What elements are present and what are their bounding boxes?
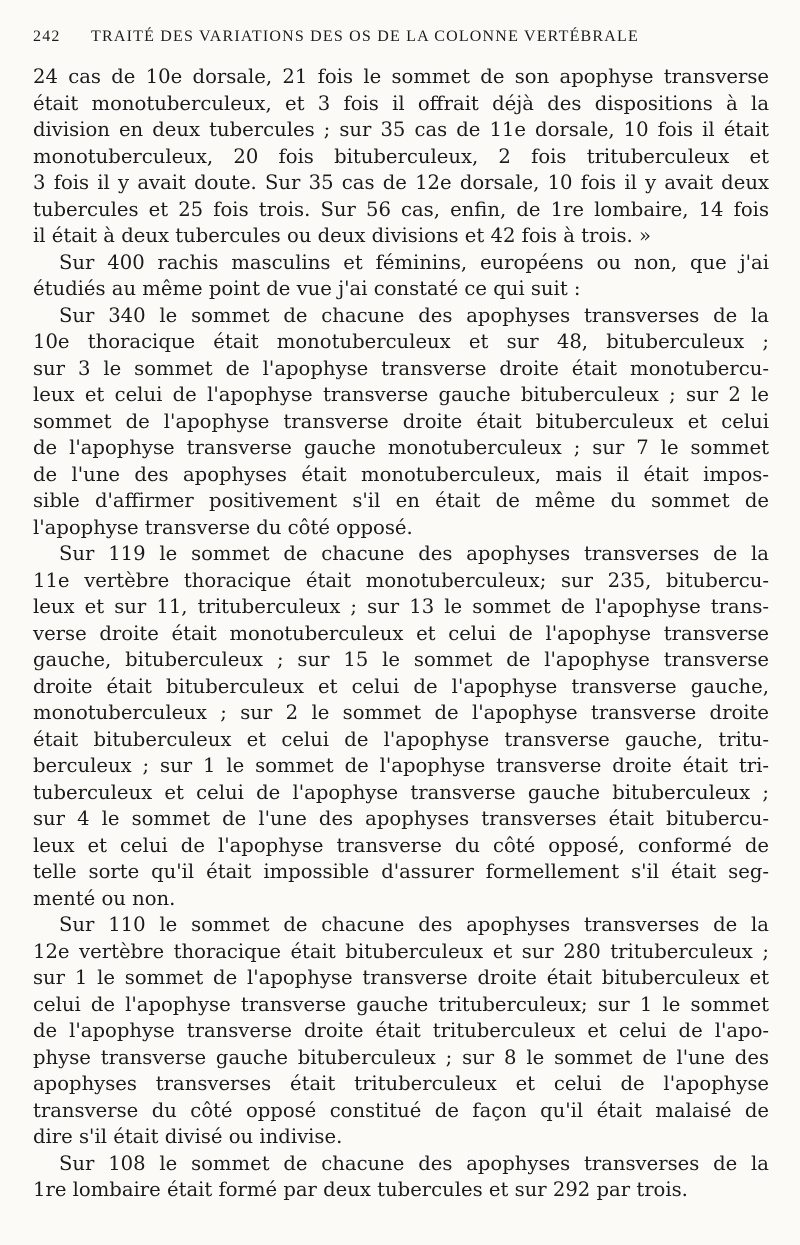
text-line: monotuberculeux ; sur 2 le sommet de l'apophyse transverse droite <box>33 701 769 724</box>
text-line: étudiés au même point de vue j'ai constaté ce qui suit : <box>33 277 581 300</box>
paragraph-6 <box>33 1151 769 1204</box>
text-line: droite était bituberculeux et celui de l'apophyse transverse gauche, <box>33 674 769 698</box>
text-line: telle sorte qu'il était impossible d'assurer formellement s'il était seg- <box>33 860 769 883</box>
text-line: 11e vertèbre thoracique était monotuberculeux; sur 235, bitubercu- <box>33 568 769 592</box>
text-line: verse droite était monotuberculeux et celui de l'apophyse transverse <box>33 621 769 645</box>
text-line: sur 3 le sommet de l'apophyse transverse droite était monotubercu- <box>33 356 769 380</box>
text-line: physe transverse gauche bituberculeux ; sur 8 le sommet de l'une des <box>33 1045 769 1069</box>
text-line: était bituberculeux et celui de l'apophyse transverse gauche, tritu- <box>33 727 769 751</box>
text-line: menté ou non. <box>33 886 176 910</box>
text-line: 10e thoracique était monotuberculeux et sur 48, bituberculeux ; <box>33 330 769 353</box>
text-line: 3 fois il y avait doute. Sur 35 cas de 12e dorsale, 10 fois il y avait deux <box>33 171 769 194</box>
text-line: 24 cas de 10e dorsale, 21 fois le sommet de son apophyse transverse <box>33 65 769 88</box>
running-title: TRAITÉ DES VARIATIONS DES OS DE LA COLONNE VERTÉBRALE <box>91 28 639 45</box>
text-line: sommet de l'apophyse transverse droite était bituberculeux et celui <box>33 409 769 433</box>
text-line: dire s'il était divisé ou indivise. <box>33 1125 343 1148</box>
text-line: de l'apophyse transverse droite était trituberculeux et celui de l'apo- <box>33 1019 769 1042</box>
page-number: 242 <box>33 28 61 45</box>
text-line: Sur 110 le sommet de chacune des apophyses transverses de la <box>59 913 769 936</box>
paragraph-2 <box>33 250 769 303</box>
text-line: division en deux tubercules ; sur 35 cas de 11e dorsale, 10 fois il était <box>33 118 769 141</box>
text-line: il était à deux tubercules ou deux divisions et 42 fois à trois. » <box>33 224 651 247</box>
text-line: tubercules et 25 fois trois. Sur 56 cas, enfin, de 1re lombaire, 14 fois <box>33 197 769 221</box>
text-line: 1re lombaire était formé par deux tubercules et sur 292 par trois. <box>33 1178 688 1201</box>
body-text <box>33 64 769 1204</box>
text-line: Sur 340 le sommet de chacune des apophyses transverses de la <box>59 303 769 327</box>
text-line: sur 1 le sommet de l'apophyse transverse droite était bituberculeux et <box>33 966 769 989</box>
text-line: transverse du côté opposé constitué de façon qu'il était malaisé de <box>33 1098 769 1122</box>
paragraph-1 <box>33 64 769 250</box>
text-line: était monotuberculeux, et 3 fois il offrait déjà des dispositions à la <box>33 91 769 115</box>
text-line: de l'une des apophyses était monotuberculeux, mais il était impos- <box>33 462 769 486</box>
text-line: celui de l'apophyse transverse gauche trituberculeux; sur 1 le sommet <box>33 992 769 1016</box>
paragraph-3 <box>33 303 769 542</box>
text-line: berculeux ; sur 1 le sommet de l'apophyse transverse droite était tri- <box>33 754 769 777</box>
text-line: leux et sur 11, trituberculeux ; sur 13 le sommet de l'apophyse trans- <box>33 595 769 618</box>
text-line: tuberculeux et celui de l'apophyse transverse gauche bituberculeux ; <box>33 780 769 804</box>
text-line: 12e vertèbre thoracique était bituberculeux et sur 280 trituberculeux ; <box>33 939 769 963</box>
text-line: de l'apophyse transverse gauche monotuberculeux ; sur 7 le sommet <box>33 436 769 459</box>
text-line: Sur 119 le sommet de chacune des apophyses transverses de la <box>59 542 769 565</box>
paragraph-4 <box>33 541 769 912</box>
text-line: sur 4 le sommet de l'une des apophyses transverses était bitubercu- <box>33 807 769 830</box>
running-head <box>33 28 767 52</box>
text-line: Sur 108 le sommet de chacune des apophyses transverses de la <box>59 1151 769 1175</box>
text-line: monotuberculeux, 20 fois bituberculeux, 2 fois trituberculeux et <box>33 144 769 168</box>
text-line: leux et celui de l'apophyse transverse du côté opposé, conformé de <box>33 833 769 857</box>
text-line: gauche, bituberculeux ; sur 15 le sommet de l'apophyse transverse <box>33 648 769 671</box>
text-line: leux et celui de l'apophyse transverse gauche bituberculeux ; sur 2 le <box>33 383 769 406</box>
paragraph-5 <box>33 912 769 1151</box>
text-line: Sur 400 rachis masculins et féminins, européens ou non, que j'ai <box>59 250 769 274</box>
text-line: sible d'affirmer positivement s'il en était de même du sommet de <box>33 489 769 512</box>
text-line: apophyses transverses était trituberculeux et celui de l'apophyse <box>33 1072 769 1095</box>
text-line: l'apophyse transverse du côté opposé. <box>33 515 413 539</box>
